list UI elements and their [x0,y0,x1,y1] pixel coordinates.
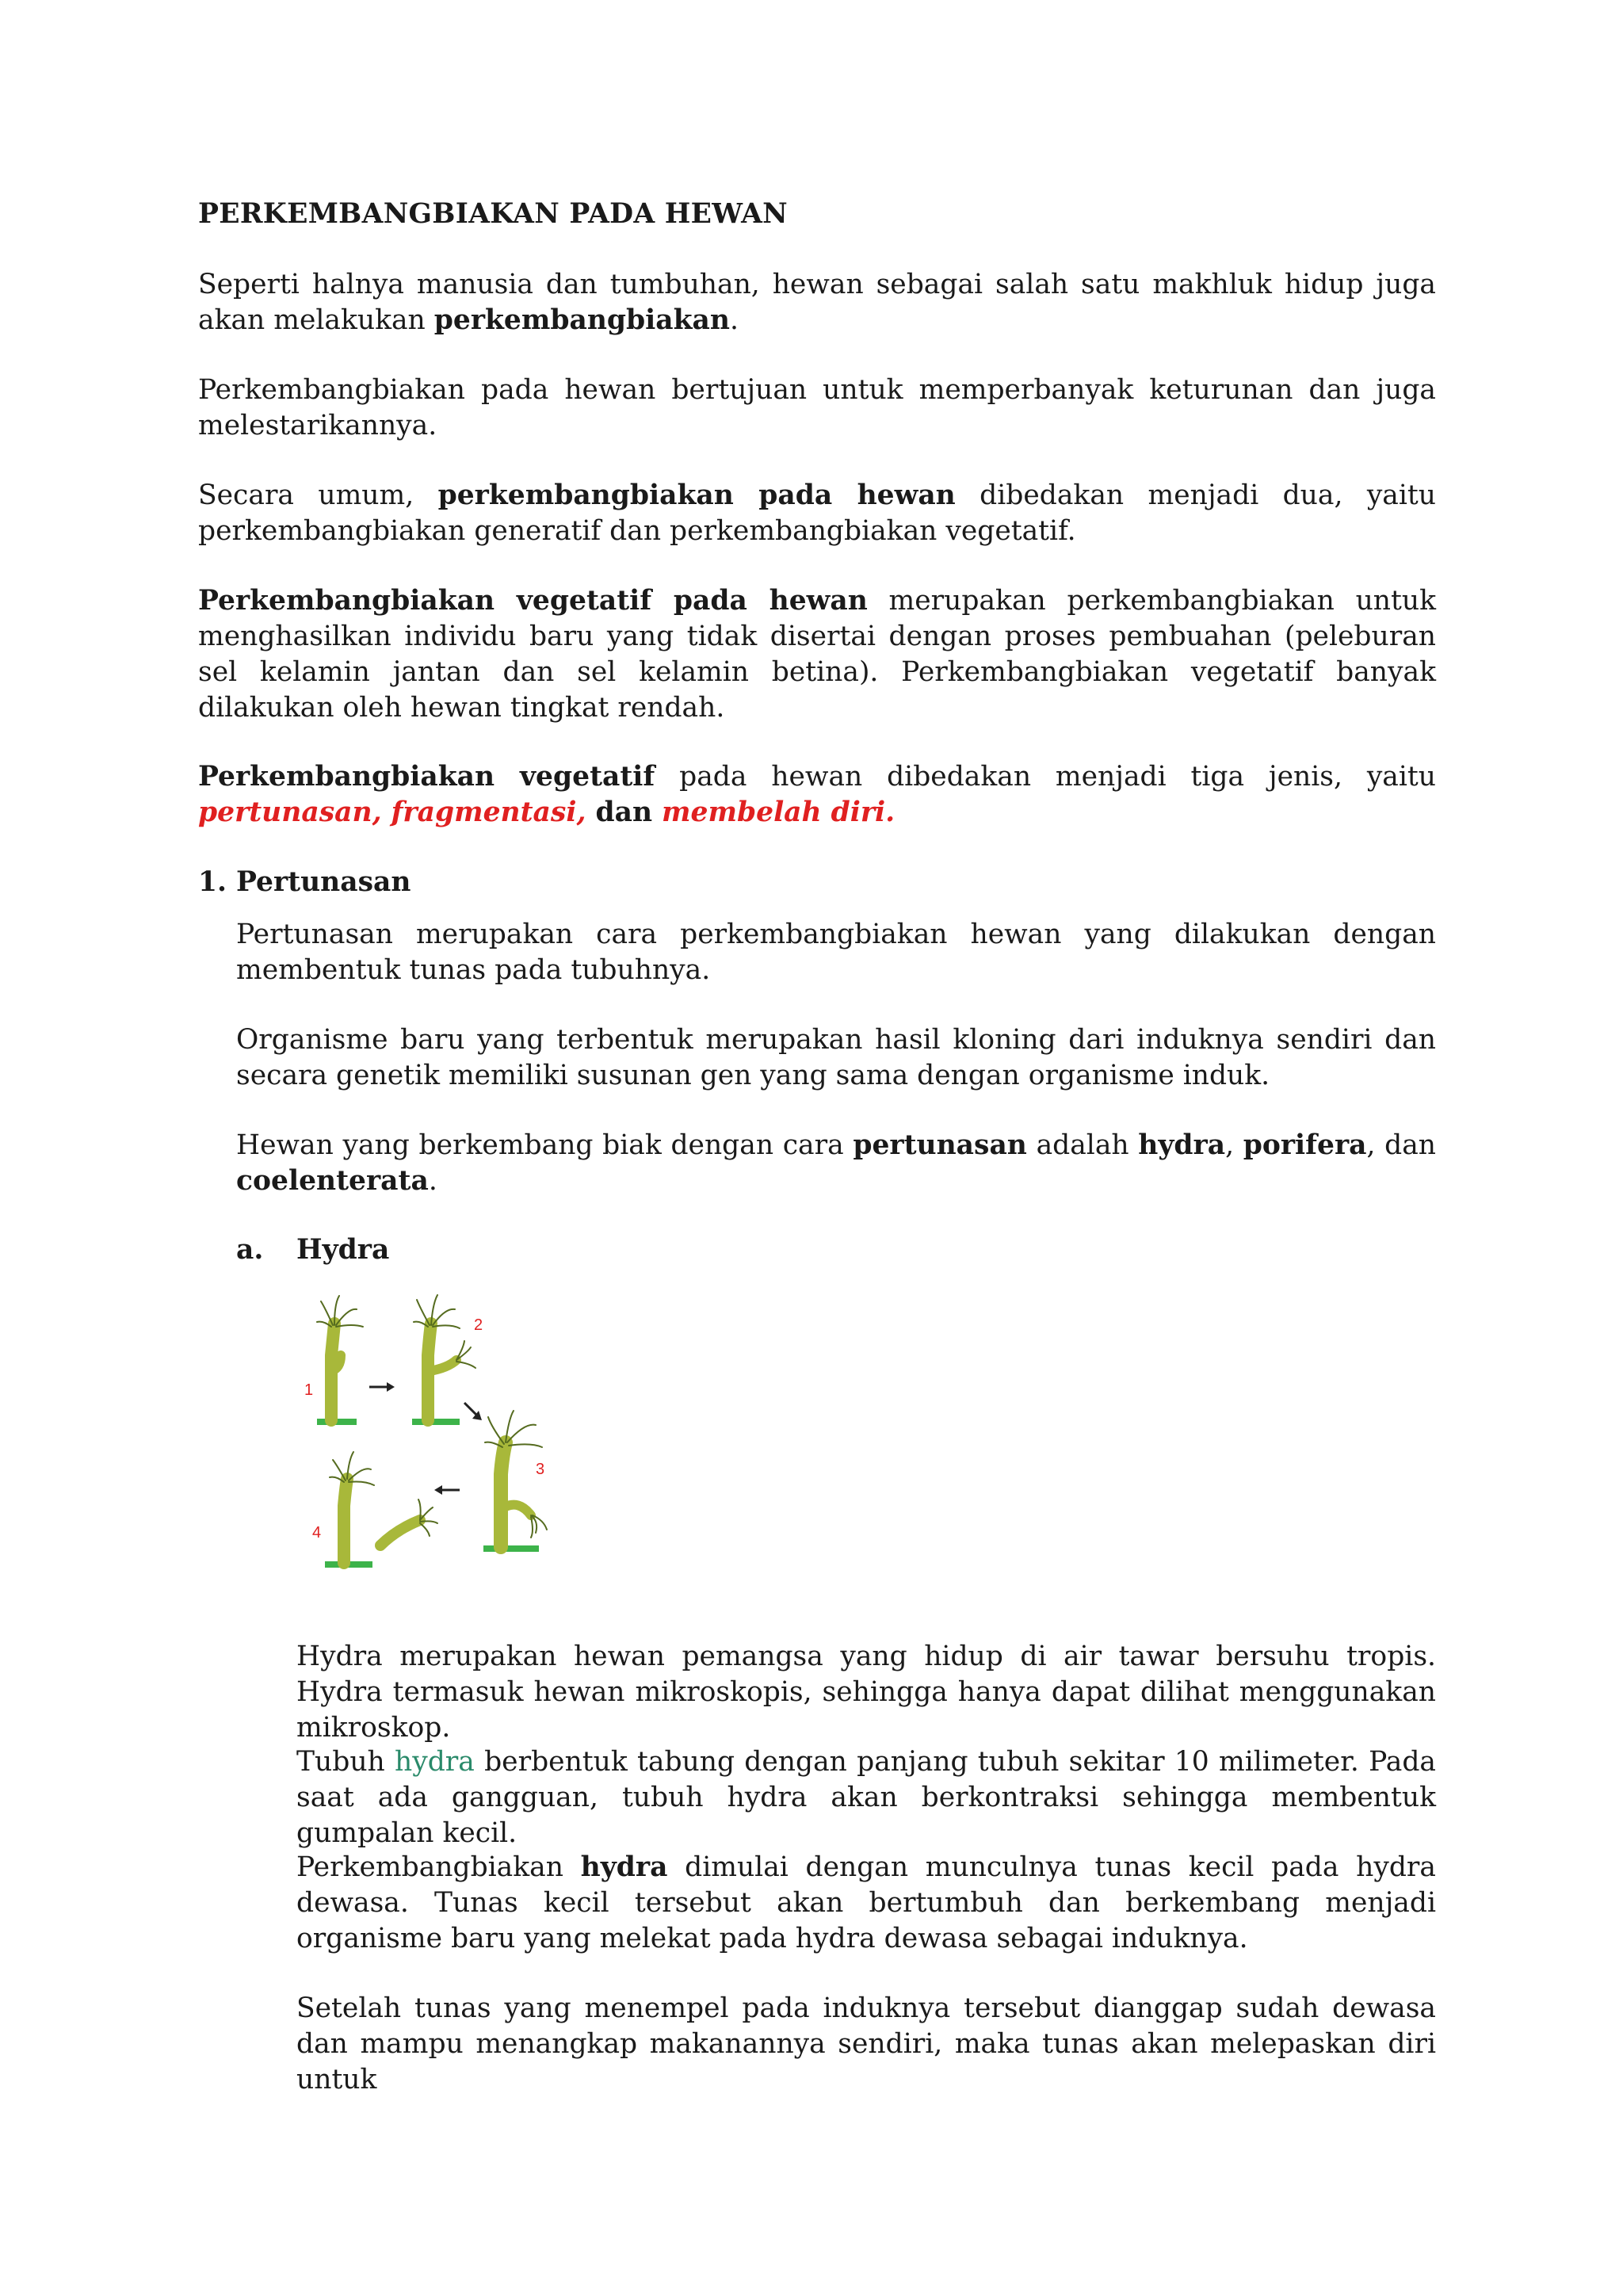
paragraph-hydra-body [296,1744,1436,1851]
section-title: Pertunasan [236,866,411,898]
paragraph-vegetative-definition [198,583,1436,726]
text-run: berbentuk tabung dengan panjang tubuh sekitar 10 milimeter. Pada saat ada gangguan, tubuh hydra akan berkontraksi sehingga membentuk gumpalan kecil. [296,1746,1436,1849]
bold-term: porifera [1243,1129,1367,1161]
red-term: pertunasan, fragmentasi, [198,797,586,828]
bold-term: coelenterata [236,1165,429,1197]
hydra-link[interactable]: hydra [395,1746,475,1778]
text-run: , [1225,1129,1243,1161]
bold-term: Perkembangbiakan vegetatif [198,761,655,793]
section-number: 1. [198,866,227,898]
bold-term: dan [586,797,663,828]
red-term: membelah diri. [662,797,896,828]
text-run: pada hewan dibedakan menjadi tiga jenis, yaitu [655,761,1436,793]
figure-label-3: 3 [536,1461,545,1478]
bold-term: pertunasan [853,1129,1027,1161]
figure-label-4: 4 [312,1524,322,1541]
paragraph-pertunasan-definition: Pertunasan merupakan cara perkembangbiakan hewan yang dilakukan dengan membentuk tunas pada tubuhnya. [236,919,1436,986]
bold-term: hydra [580,1851,668,1883]
hydra-stage-3 [483,1411,547,1552]
subsection-title: Hydra [296,1234,390,1266]
text-run: dibedakan menjadi dua, yaitu perkembangbiakan generatif dan perkembangbiakan vegetatif. [198,479,1436,547]
hydra-stage-4 [325,1452,437,1568]
text-run: . [428,1165,437,1197]
text-run: . [729,304,739,336]
text-run: Tubuh [296,1746,395,1778]
paragraph-purpose: Perkembangbiakan pada hewan bertujuan untuk memperbanyak keturunan dan juga melestarikannya. [198,374,1436,441]
bold-term: perkembangbiakan [433,304,730,336]
arrow-diagonal-icon [464,1403,482,1420]
paragraph-vegetative-kinds [198,759,1436,831]
figure-label-2: 2 [474,1316,483,1334]
text-run: , dan [1366,1129,1436,1161]
arrow-left-icon [434,1485,460,1495]
paragraph-pertunasan-clone: Organisme baru yang terbentuk merupakan hasil kloning dari induknya sendiri dan secara genetik memiliki susunan gen yang sama dengan organisme induk. [236,1024,1436,1091]
paragraph-types [198,478,1436,549]
paragraph-pertunasan-examples [236,1128,1436,1199]
text-run: Secara umum, [198,479,438,511]
figure-label-1: 1 [304,1381,314,1399]
arrow-right-icon [369,1382,395,1392]
bold-term: hydra [1138,1129,1226,1161]
bold-term: perkembangbiakan pada hewan [437,479,956,511]
paragraph-hydra-release: Setelah tunas yang menempel pada induknya tersebut dianggap sudah dewasa dan mampu menangkap makanannya sendiri, maka tunas akan melepaskan diri untuk [296,1992,1436,2095]
paragraph-intro [198,267,1436,338]
text-run: merupakan perkembangbiakan untuk menghasilkan individu baru yang tidak disertai dengan proses pembuahan (peleburan sel kelamin jantan dan sel kelamin betina). Perkembangbiakan vegetatif banyak dilakukan oleh hewan tingkat rendah. [198,585,1436,724]
text-run: Seperti halnya manusia dan tumbuhan, hewan sebagai salah satu makhluk hidup juga akan melakukan [198,269,1436,336]
text-run: adalah [1026,1129,1139,1161]
subsection-letter: a. [236,1234,264,1266]
paragraph-hydra-reproduction [296,1850,1436,1957]
text-run: Hewan yang berkembang biak dengan cara [236,1129,854,1161]
page-title: PERKEMBANGBIAKAN PADA HEWAN [198,198,789,230]
text-run: dimulai dengan munculnya tunas kecil pada hydra dewasa. Tunas kecil tersebut akan bertumbuh dan berkembang menjadi organisme baru yang melekat pada hydra dewasa sebagai induknya. [296,1851,1436,1954]
hydra-budding-illustration [301,1292,571,1577]
hydra-stage-1 [317,1296,363,1425]
paragraph-hydra-habitat: Hydra merupakan hewan pemangsa yang hidup di air tawar bersuhu tropis. Hydra termasuk hewan mikroskopis, sehingga hanya dapat dilihat menggunakan mikroskop. [296,1641,1436,1744]
bold-term: Perkembangbiakan vegetatif pada hewan [198,585,868,617]
text-run: Perkembangbiakan [296,1851,581,1883]
